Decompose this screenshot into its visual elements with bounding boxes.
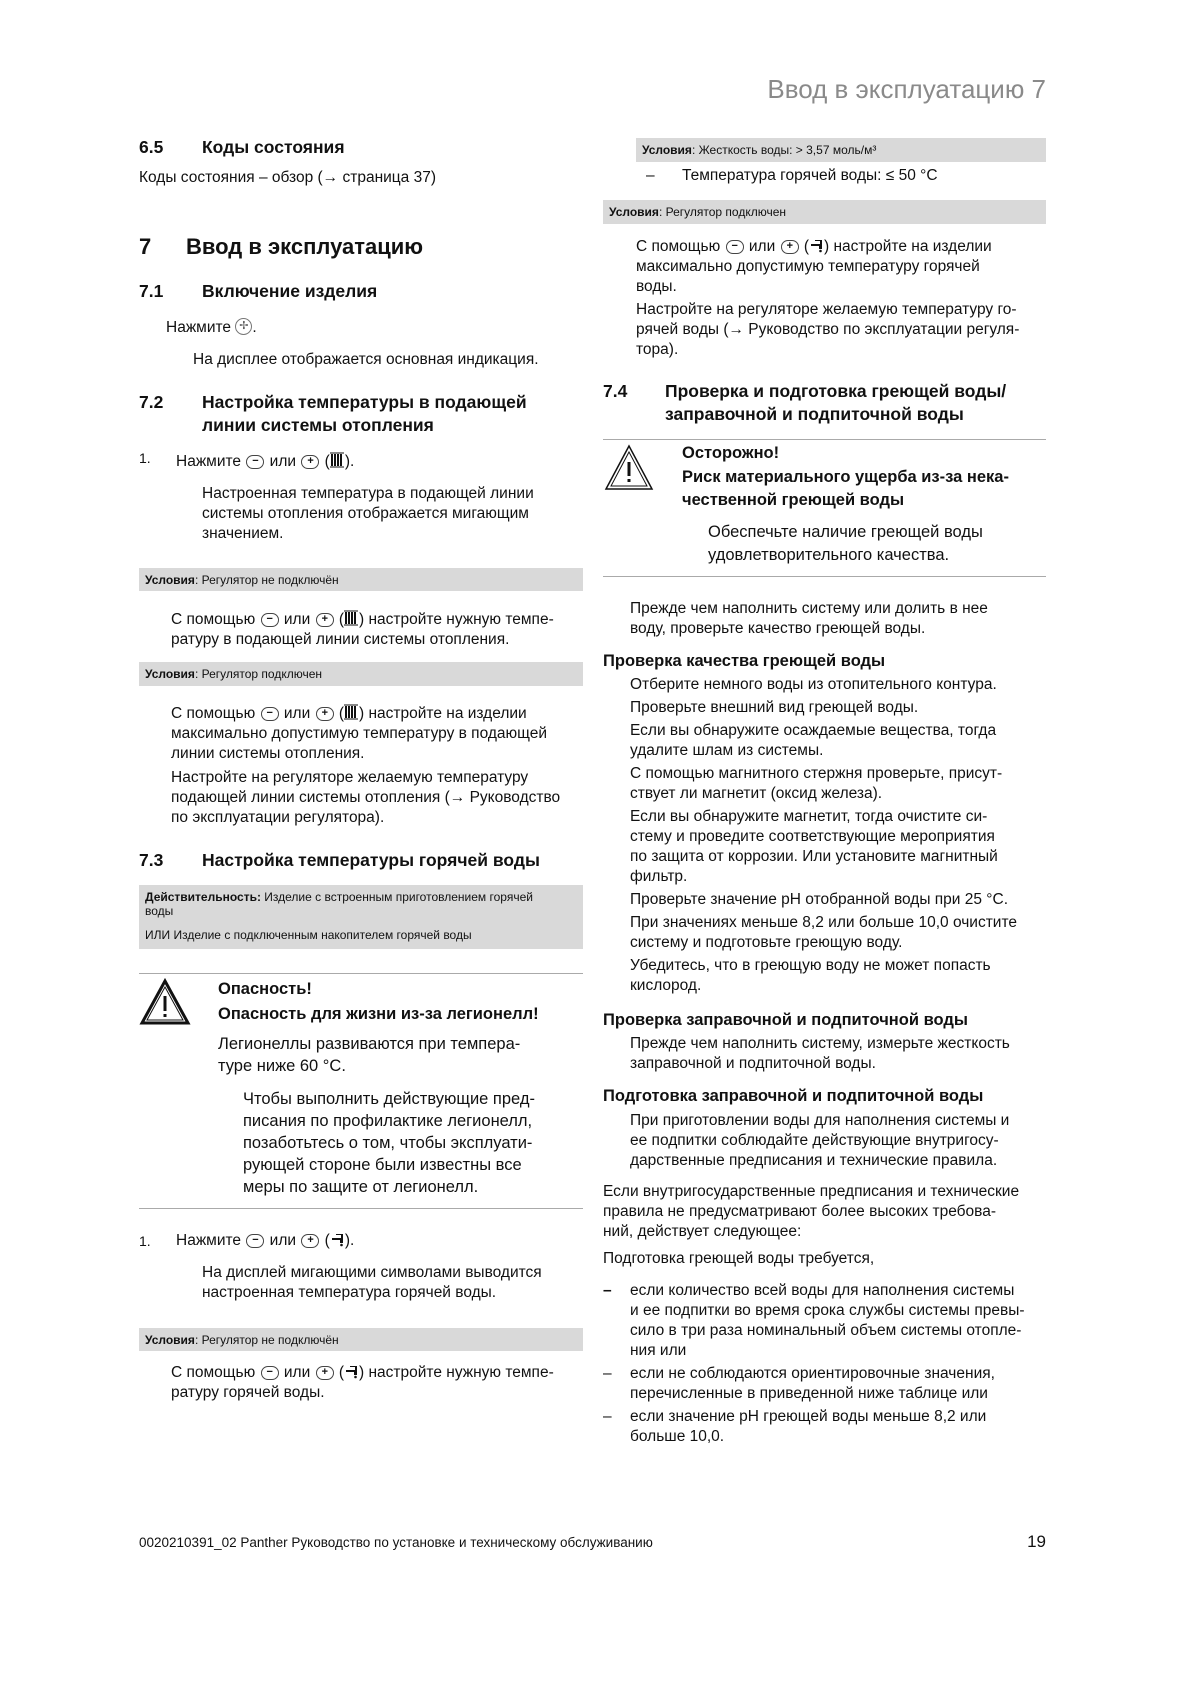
step-number: 1. [139, 450, 151, 466]
text-part: С помощью [171, 705, 260, 722]
text-part: ) настройте на изделии максимально допустимую температуру в подающей линии системы отопления. [171, 705, 548, 762]
quality-step: Если вы обнаружите магнетит, тогда очистите си- стему и проведите соответствующие мероприятия по защита от коррозии. Или установите магнитный фильтр. [630, 808, 998, 885]
bullet-text: если количество всей воды для наполнения системы и ее подпитки во время срока службы системы превы- сило в три раза номинальный объем системы отопле- ния или [630, 1282, 1025, 1359]
text-part: ( [334, 1364, 345, 1381]
list-dash: – [646, 167, 655, 184]
result-text: На дисплее отображается основная индикация. [193, 351, 539, 368]
caution-title: Осторожно! [682, 444, 780, 462]
instruction [166, 318, 257, 338]
minus-button-icon [246, 1234, 264, 1248]
section-number: 7.4 [603, 381, 628, 401]
plus-button-icon [301, 455, 319, 469]
chapter-title: Ввод в эксплуатацию [186, 234, 424, 259]
bullet-list [603, 1281, 1053, 1447]
instruction [171, 704, 547, 764]
bullet-item [603, 1364, 1053, 1404]
radiator-icon [330, 452, 345, 469]
plus-button-icon [316, 613, 334, 627]
result-text: На дисплей мигающими символами выводится настроенная температура горячей воды. [202, 1264, 542, 1301]
condition-label: Условия [145, 667, 195, 681]
step-text-part: ( [320, 453, 330, 470]
step-text-part: Нажмите [176, 1232, 246, 1249]
section-number: 6.5 [139, 137, 164, 157]
bullet-dash: – [603, 1408, 612, 1425]
quality-step: Отберите немного воды из отопительного контура. [630, 676, 997, 693]
minus-button-icon [246, 455, 264, 469]
instruction-extra: Настройте на регуляторе желаемую температуру го- рячей воды (→ Руководство по эксплуатации регуля- тора). [636, 301, 1020, 358]
condition-text: : Жесткость воды: > 3,57 моль/м³ [691, 143, 877, 157]
plus-button-icon [301, 1234, 319, 1248]
danger-action: Чтобы выполнить действующие пред- писания по профилактике легионелл, позаботьтесь о том, чтобы эксплуати- рующей стороне были известны все меры по защите от легионелл. [243, 1090, 535, 1196]
validity-or: ИЛИ Изделие с подключенным накопителем горячей воды [145, 928, 472, 942]
quality-step: Проверьте значение pH отобранной воды при 25 °C. [630, 891, 1009, 908]
quality-step: При значениях меньше 8,2 или больше 10,0 очистите систему и подготовьте греющую воду. [630, 914, 1018, 951]
minus-button-icon [261, 1366, 279, 1380]
quality-step: Если вы обнаружите осаждаемые вещества, тогда удалите шлам из системы. [630, 722, 997, 759]
step-text-part: ( [320, 1232, 330, 1249]
quality-step: Проверьте внешний вид греющей воды. [630, 699, 919, 716]
text-part: или [279, 611, 315, 628]
section-title: Проверка и подготовка греющей воды/ заправочной и подпиточной воды [665, 381, 1007, 424]
chapter-number: 7 [139, 234, 152, 259]
text-part: ( [799, 238, 810, 255]
text-part: ) настройте нужную темпе- ратуру в подающей линии системы отопления. [171, 611, 554, 648]
step-text-part: ). [344, 453, 355, 470]
text-part: С помощью [171, 611, 260, 628]
text-part: ) настройте на изделии максимально допустимую температуру горячей воды. [636, 238, 992, 295]
step-text-part: Нажмите [176, 453, 246, 470]
section-title: Коды состояния [202, 137, 345, 157]
condition-label: Условия [642, 143, 692, 157]
instruction-end: . [252, 319, 257, 336]
section-number: 7.3 [139, 850, 164, 870]
section-title: Настройка температуры горячей воды [202, 850, 540, 870]
footer-doc-title: 0020210391_02 Panther Руководство по установке и техническому обслуживанию [139, 1535, 653, 1550]
rules-text: Если внутригосударственные предписания и технические правила не предусматривают более высоких требова- ний, действует следующее: [603, 1183, 1020, 1240]
condition-box [603, 200, 1046, 224]
instruction [636, 237, 992, 297]
caution-action: Обеспечьте наличие греющей воды удовлетворительного качества. [708, 523, 983, 564]
subsection-title: Проверка заправочной и подпиточной воды [603, 1011, 968, 1029]
text-part: С помощью [171, 1364, 260, 1381]
step-text [176, 452, 354, 472]
text-part: ( [334, 611, 345, 628]
bullet-text: если не соблюдаются ориентировочные значения, перечисленные в приведенной ниже таблице или [630, 1365, 995, 1402]
text-part: или [279, 1364, 315, 1381]
step-text [176, 1231, 354, 1251]
radiator-icon [344, 704, 359, 721]
hot-water-tap-icon [330, 1232, 345, 1248]
bullet-item [603, 1407, 1053, 1447]
plus-button-icon [781, 240, 799, 254]
caution-subtitle: Риск материального ущерба из-за нека- чественной греющей воды [682, 468, 1009, 509]
subsection-title: Подготовка заправочной и подпиточной воды [603, 1087, 984, 1105]
condition-text: : Регулятор подключен [194, 667, 322, 681]
bullet-item [603, 1281, 1053, 1361]
radiator-icon [344, 610, 359, 627]
condition-label: Условия [145, 1332, 195, 1347]
validity-box [139, 885, 583, 949]
subsection-title: Проверка качества греющей воды [603, 652, 886, 670]
quality-step: С помощью магнитного стержня проверьте, присут- ствует ли магнетит (оксид железа). [630, 765, 1003, 802]
text-part: или [744, 238, 780, 255]
warning-triangle-icon [139, 978, 191, 1026]
quality-steps [630, 675, 1050, 996]
plus-button-icon [316, 707, 334, 721]
instruction [171, 1363, 554, 1403]
minus-button-icon [261, 613, 279, 627]
bullet-dash: – [603, 1282, 612, 1299]
condition-box [139, 1328, 583, 1351]
text-part: ) настройте нужную темпе- ратуру горячей воды. [171, 1364, 554, 1401]
minus-button-icon [726, 240, 744, 254]
caution-triangle-icon [603, 443, 655, 493]
status-codes-link[interactable]: Коды состояния – обзор (→ страница 37) [139, 169, 436, 186]
list-item: Температура горячей воды: ≤ 50 °C [682, 167, 938, 184]
bullet-text: если значение pH греющей воды меньше 8,2 или больше 10,0. [630, 1408, 987, 1445]
condition-text: : Регулятор подключен [658, 205, 786, 219]
section-title: Настройка температуры в подающей линии системы отопления [202, 392, 527, 435]
validity-label: Действительность: [145, 890, 261, 904]
divider [603, 439, 1046, 440]
condition-box [636, 138, 1046, 162]
validity-text: Изделие с встроенным приготовлением горячей воды [145, 890, 533, 918]
quality-step: Убедитесь, что в греющую воду не может попасть кислород. [630, 957, 991, 994]
instruction-extra: Настройте на регуляторе желаемую температуру подающей линии системы отопления (→ Руководство по эксплуатации регулятора). [171, 769, 561, 826]
step-text-part: или [265, 453, 301, 470]
minus-button-icon [261, 707, 279, 721]
hot-water-tap-icon [809, 238, 824, 254]
step-number: 1. [139, 1233, 151, 1249]
danger-subtitle: Опасность для жизни из-за легионелл! [218, 1005, 539, 1023]
instruction [171, 610, 554, 650]
condition-label: Условия [609, 205, 659, 219]
prep-text: При приготовлении воды для наполнения системы и ее подпитки соблюдайте действующие внутригосу- дарственные предписания и технические правила. [630, 1112, 1010, 1169]
hot-water-tap-icon [344, 1364, 359, 1380]
divider [139, 973, 583, 974]
text-part: С помощью [636, 238, 725, 255]
text-part: или [279, 705, 315, 722]
condition-text: : Регулятор не подключён [194, 572, 339, 587]
instruction-text: Нажмите [166, 319, 232, 336]
divider [603, 576, 1046, 577]
condition-box [139, 568, 583, 591]
result-text: Настроенная температура в подающей линии системы отопления отображается мигающим значением. [202, 485, 534, 542]
plus-button-icon [316, 1366, 334, 1380]
step-text-part: или [265, 1232, 301, 1249]
section-number: 7.2 [139, 392, 164, 412]
bullet-dash: – [603, 1365, 612, 1382]
fill-text: Прежде чем наполнить систему, измерьте жесткость заправочной и подпиточной воды. [630, 1035, 1010, 1072]
required-text: Подготовка греющей воды требуется, [603, 1250, 875, 1267]
intro-text: Прежде чем наполнить систему или долить в нее воду, проверьте качество греющей воды. [630, 600, 988, 637]
text-part: ( [334, 705, 345, 722]
condition-label: Условия [145, 572, 195, 587]
step-text-part: ). [344, 1232, 355, 1249]
section-number: 7.1 [139, 281, 164, 301]
section-title: Включение изделия [202, 281, 378, 301]
condition-box [139, 662, 583, 686]
power-icon: ✢ [235, 318, 252, 335]
danger-text: Легионеллы развиваются при темпера- туре ниже 60 °C. [218, 1035, 521, 1075]
danger-title: Опасность! [218, 980, 312, 998]
divider [139, 1208, 583, 1209]
condition-text: : Регулятор не подключён [194, 1332, 339, 1347]
page-number: 19 [1027, 1532, 1046, 1551]
page-header-title: Ввод в эксплуатацию 7 [767, 74, 1046, 104]
